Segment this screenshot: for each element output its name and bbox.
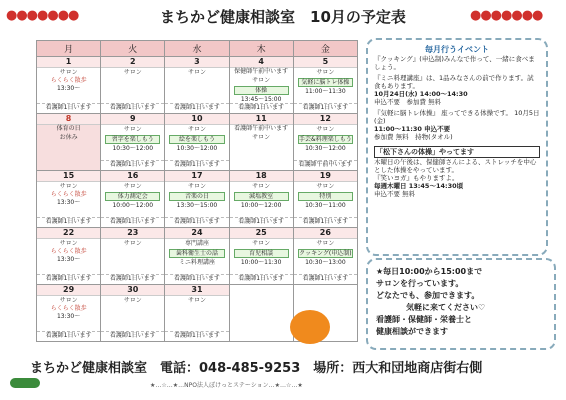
activity-time: ミニ料理講座 bbox=[178, 259, 215, 266]
activity-label: 減塩教室 bbox=[234, 192, 289, 201]
day-number: 1 bbox=[37, 57, 100, 68]
day-number: 9 bbox=[101, 114, 164, 125]
day-number: 23 bbox=[101, 228, 164, 239]
brain-exercise-note: 『気軽に脳トレ体操』 座ってできる体操です。 10月5日(金) bbox=[374, 109, 540, 125]
nurse-note: 看護師1日います bbox=[230, 103, 293, 112]
walk-time: 13:30～ bbox=[56, 256, 81, 263]
calendar-day-12 bbox=[293, 114, 357, 171]
day-event: 保健師午前中います bbox=[234, 68, 289, 75]
nurse-note: 看護師1日います bbox=[101, 274, 164, 283]
nurse-note: 看護師1日います bbox=[37, 103, 100, 112]
calendar-day-blank-4-3 bbox=[229, 285, 293, 342]
activity-time: 13:30～15:00 bbox=[176, 202, 218, 209]
footer-org: ★…☆…★…NPO法人ぽけっとステーション…★…☆…★ bbox=[150, 382, 303, 389]
calendar-day-18 bbox=[229, 171, 293, 228]
day-number: 31 bbox=[165, 285, 228, 296]
mini-cooking-note: 『ミニ料理講座』は、1品みなさんの前で作ります。試食もあります。 bbox=[374, 74, 534, 90]
activity-label: 手芸&料理楽しもう bbox=[299, 136, 352, 143]
calendar-day-16 bbox=[101, 171, 165, 228]
activity-time: 10:00～12:00 bbox=[240, 202, 282, 209]
day-number: 4 bbox=[230, 57, 293, 68]
calendar-day-30 bbox=[101, 285, 165, 342]
day-salon: サロン bbox=[252, 134, 271, 141]
day-salon: サロン bbox=[59, 240, 78, 247]
calendar-day-23 bbox=[101, 228, 165, 285]
thursday-time: 毎週木曜日 13:45～14:30頃 bbox=[374, 182, 464, 190]
day-salon: サロン bbox=[252, 77, 271, 84]
day-number: 3 bbox=[165, 57, 228, 68]
nurse-note: 看護師1日います bbox=[165, 160, 228, 169]
day-number: 24 bbox=[165, 228, 228, 239]
brain-exercise-fee: 参加費 無料 持物(タオル) bbox=[374, 133, 453, 141]
activity-time: 10:30～11:00 bbox=[305, 202, 346, 209]
pumpkin-icon bbox=[290, 310, 330, 344]
day-number: 17 bbox=[165, 171, 228, 182]
nurse-note: 看護師1日います bbox=[165, 274, 228, 283]
day-salon: サロン bbox=[187, 69, 206, 76]
weekday-mon: 月 bbox=[37, 41, 101, 57]
calendar-day-31 bbox=[165, 285, 229, 342]
consult-note: 健康相談ができます bbox=[376, 327, 448, 336]
day-salon: サロン bbox=[316, 69, 335, 76]
weekday-tue: 火 bbox=[101, 41, 165, 57]
nurse-note: 看護師1日います bbox=[165, 103, 228, 112]
nurse-note: 看護師1日います bbox=[101, 217, 164, 226]
walk-event: らくらく散歩 bbox=[50, 191, 87, 198]
mini-cooking-fee: 申込不要 参加費 無料 bbox=[374, 98, 442, 106]
salon-open: どなたでも、参加できます。 bbox=[376, 291, 480, 300]
day-number: 19 bbox=[294, 171, 357, 182]
day-salon: サロン bbox=[59, 183, 78, 190]
day-salon: サロン bbox=[316, 126, 335, 133]
day-salon: 専門講座 bbox=[184, 240, 209, 247]
salon-welcome: 気軽に来てください♡ bbox=[406, 303, 486, 312]
activity-label: 絵を楽しもう bbox=[169, 135, 224, 144]
cooking-note: 『クッキング』(申込制)みんなで作って、一緒に食べましょう。 bbox=[374, 55, 535, 71]
nurse-note: 看護師1日います bbox=[37, 217, 100, 226]
day-salon: サロン bbox=[59, 69, 78, 76]
day-salon: サロン bbox=[252, 240, 271, 247]
activity-time: 10:30～12:00 bbox=[112, 145, 154, 152]
day-number: 25 bbox=[230, 228, 293, 239]
walk-time: 13:30～ bbox=[56, 85, 81, 92]
day-salon: サロン bbox=[59, 297, 78, 304]
day-event: 看護師午前中います bbox=[234, 125, 289, 132]
activity-label: 気軽に脳トレ体操 bbox=[298, 78, 353, 87]
page-title: まちかど健康相談室 10月の予定表 bbox=[160, 8, 406, 26]
day-number: 18 bbox=[230, 171, 293, 182]
day-number: 26 bbox=[294, 228, 357, 239]
brain-exercise-time: 11:00～11:30 申込不要 bbox=[374, 125, 451, 133]
weekday-fri: 金 bbox=[293, 41, 357, 57]
activity-label: 特別 bbox=[298, 192, 353, 201]
day-salon: サロン bbox=[187, 126, 206, 133]
monthly-events-panel bbox=[366, 38, 548, 256]
activity-time: 10:30～13:00 bbox=[305, 259, 346, 266]
activity-time: 13:45～15:00 bbox=[240, 96, 282, 103]
salon-desc: サロンを行っています。 bbox=[376, 279, 464, 288]
day-number: 16 bbox=[101, 171, 164, 182]
nurse-note: 看護師1日います bbox=[294, 217, 357, 226]
leaf-icon bbox=[10, 378, 40, 388]
day-salon: サロン bbox=[316, 183, 335, 190]
calendar-day-17 bbox=[165, 171, 229, 228]
day-salon: サロン bbox=[123, 240, 142, 247]
activity-label: 体操 bbox=[234, 86, 289, 95]
apple-row-right-icon: ●●●●●●● bbox=[470, 8, 543, 23]
nurse-note: 看護師1日います bbox=[101, 160, 164, 169]
walk-event: らくらく散歩 bbox=[50, 248, 87, 255]
staff-note: 看護師・保健師・栄養士と bbox=[376, 315, 472, 324]
day-salon: サロン bbox=[316, 240, 335, 247]
activity-time: 10:00～11:30 bbox=[240, 259, 282, 266]
day-number: 15 bbox=[37, 171, 100, 182]
activity-time: 10:00～12:00 bbox=[112, 202, 154, 209]
calendar-day-5 bbox=[293, 57, 357, 114]
nurse-note: 看護師1日います bbox=[294, 274, 357, 283]
nurse-note: 看護師1日います bbox=[230, 274, 293, 283]
apple-row-left-icon: ●●●●●●● bbox=[6, 8, 79, 23]
calendar-day-29 bbox=[37, 285, 101, 342]
day-salon: サロン bbox=[187, 297, 206, 304]
nurse-note: 看護師1日います bbox=[165, 331, 228, 340]
day-salon: サロン bbox=[123, 69, 142, 76]
calendar-day-26 bbox=[293, 228, 357, 285]
calendar-day-4 bbox=[229, 57, 293, 114]
salon-info-panel bbox=[366, 258, 556, 350]
day-salon: サロン bbox=[252, 183, 271, 190]
activity-label: 育児相談 bbox=[234, 249, 289, 258]
day-number: 29 bbox=[37, 285, 100, 296]
day-salon: お休み bbox=[59, 134, 78, 141]
day-number: 2 bbox=[101, 57, 164, 68]
day-event: 体育の日 bbox=[56, 125, 81, 132]
day-number: 30 bbox=[101, 285, 164, 296]
day-number: 5 bbox=[294, 57, 357, 68]
calendar-day-24 bbox=[165, 228, 229, 285]
day-number: 10 bbox=[165, 114, 228, 125]
activity-label: クッキング(申込制) bbox=[299, 250, 352, 257]
calendar-day-25 bbox=[229, 228, 293, 285]
nurse-note: 看護師1日います bbox=[165, 217, 228, 226]
activity-time: 10:30～12:00 bbox=[305, 145, 346, 152]
day-number: 12 bbox=[294, 114, 357, 125]
day-number: 8 bbox=[37, 114, 100, 125]
nurse-note: 看護師1日います bbox=[37, 331, 100, 340]
calendar-table bbox=[36, 40, 358, 342]
calendar-day-11 bbox=[229, 114, 293, 171]
calendar-day-19 bbox=[293, 171, 357, 228]
walk-time: 13:30～ bbox=[56, 313, 81, 320]
walk-event: らくらく散歩 bbox=[50, 77, 87, 84]
activity-label: 習字を楽しもう bbox=[105, 135, 160, 144]
day-salon: サロン bbox=[123, 297, 142, 304]
activity-label: 歯科衛生士の話 bbox=[169, 249, 224, 258]
day-salon: サロン bbox=[123, 183, 142, 190]
matsushita-exercise-desc: 木曜日の午後は、保健師さんによる、ストレッチを中心とした体操をやっています。 bbox=[374, 158, 537, 174]
nurse-note: 看護師1日います bbox=[294, 103, 357, 112]
footer-contact: まちかど健康相談室 電話：048-485-9253 場所：西大和団地商店街右側 bbox=[30, 361, 483, 376]
calendar-day-9 bbox=[101, 114, 165, 171]
salon-hours: ★毎日10:00から15:00まで bbox=[376, 267, 483, 276]
thursday-fee: 申込不要 無料 bbox=[374, 190, 416, 198]
nurse-note: 看護師1日います bbox=[101, 331, 164, 340]
day-number: 22 bbox=[37, 228, 100, 239]
matsushita-exercise-heading: 「松下さんの体操」やってます bbox=[374, 146, 540, 158]
nurse-note: 看護師1日います bbox=[230, 217, 293, 226]
calendar-day-2 bbox=[101, 57, 165, 114]
day-salon: サロン bbox=[123, 126, 142, 133]
calendar-day-8 bbox=[37, 114, 101, 171]
calendar-day-1 bbox=[37, 57, 101, 114]
nurse-note: 看護師午前中います bbox=[294, 160, 357, 169]
mini-cooking-date: 10月24日(水) 14:00～14:30 bbox=[374, 90, 468, 98]
nurse-note: 看護師1日います bbox=[37, 274, 100, 283]
activity-time: 11:00～11:30 bbox=[305, 88, 346, 95]
laugh-yoga-note: 『笑いヨガ』もやりますよ。 bbox=[374, 174, 459, 182]
events-heading: 毎月行うイベント bbox=[425, 45, 489, 54]
nurse-note: 看護師1日います bbox=[101, 103, 164, 112]
activity-time: 10:30～12:00 bbox=[176, 145, 218, 152]
activity-label: 音楽の日 bbox=[169, 192, 224, 201]
activity-label: 体力測定会 bbox=[105, 192, 160, 201]
weekday-wed: 水 bbox=[165, 41, 229, 57]
calendar-day-10 bbox=[165, 114, 229, 171]
weekday-thu: 木 bbox=[229, 41, 293, 57]
calendar-day-22 bbox=[37, 228, 101, 285]
calendar-day-15 bbox=[37, 171, 101, 228]
calendar-day-3 bbox=[165, 57, 229, 114]
walk-time: 13:30～ bbox=[56, 199, 81, 206]
day-number: 11 bbox=[230, 114, 293, 125]
walk-event: らくらく散歩 bbox=[50, 305, 87, 312]
day-salon: サロン bbox=[187, 183, 206, 190]
